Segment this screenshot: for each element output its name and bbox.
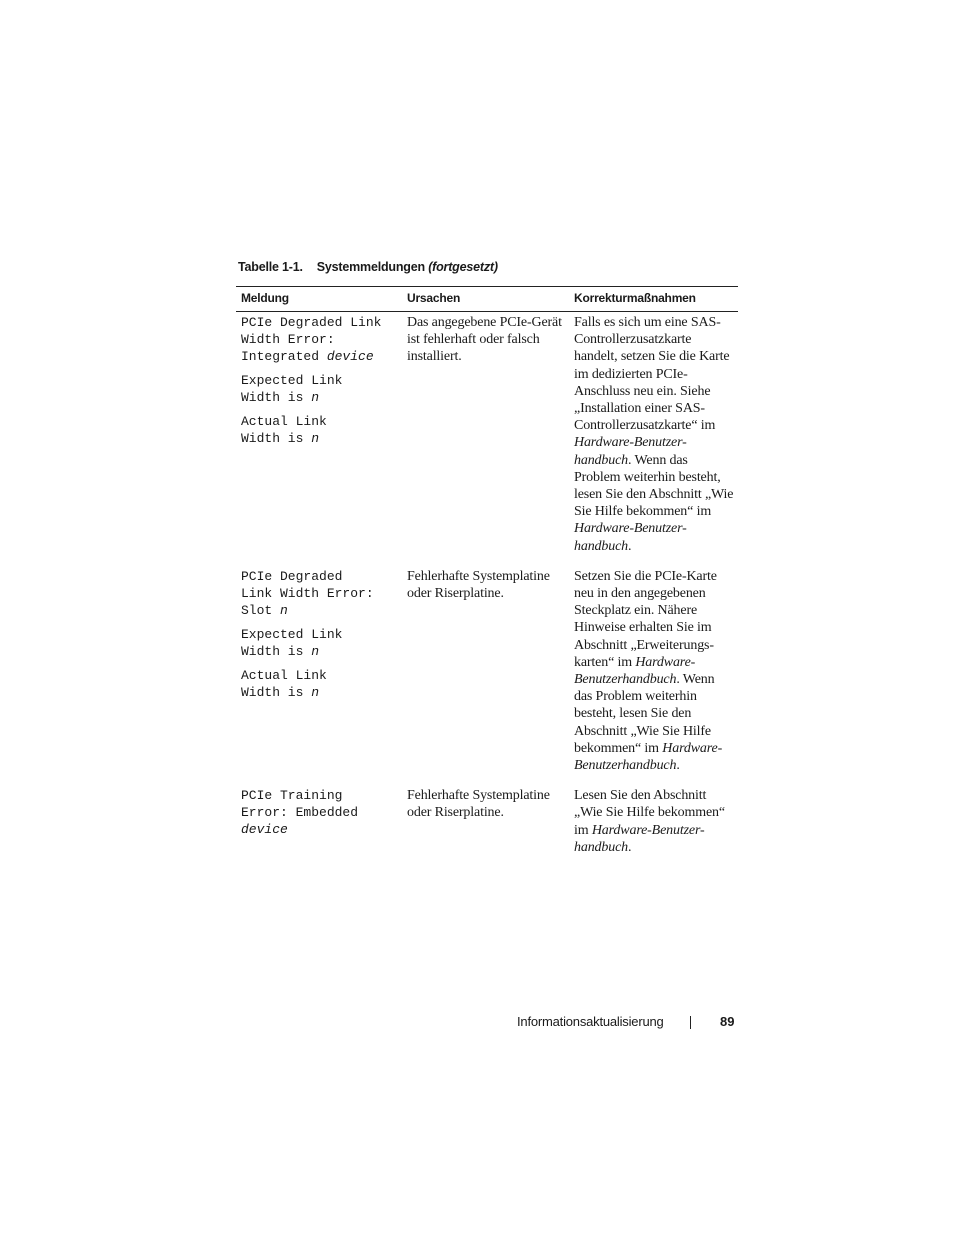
message-variable: n <box>311 431 320 446</box>
action-text: . <box>676 758 680 774</box>
message-text: Actual Link Width is <box>241 414 327 446</box>
cause-cell: Fehlerhafte Systemplatine oder Riserplatine. <box>407 788 550 821</box>
action-text: Falls es sich um eine SAS-Controllerzusatzkarte handelt, setzen Sie die Karte im dedizierten PCIe-Anschluss neu ein. Siehe „Installation einer SAS-Controllerzusatzkarte“ im <box>574 315 730 434</box>
action-text: . Wenn das Problem weiterhin besteht, lesen Sie den Abschnitt „Wie Sie Hilfe bekommen“ im <box>574 672 715 756</box>
message-line <box>241 626 399 660</box>
message-text: PCIe Degraded Link Width Error: Integrated <box>241 315 382 364</box>
message-line <box>241 568 399 619</box>
action-text: Lesen Sie den Abschnitt „Wie Sie Hilfe bekommen“ im <box>574 788 725 838</box>
action-cell <box>569 783 738 865</box>
table-continued-note: (fortgesetzt) <box>428 260 498 274</box>
manual-reference: Hardware-Benutzer-handbuch <box>574 435 687 468</box>
table-caption <box>238 260 498 274</box>
page-number: 89 <box>720 1014 735 1029</box>
header-message: Meldung <box>236 287 402 312</box>
message-line <box>241 413 399 447</box>
message-line <box>241 787 399 838</box>
message-text: Expected Link Width is <box>241 373 343 405</box>
message-line <box>241 372 399 406</box>
system-messages-table <box>236 286 738 865</box>
message-line <box>241 667 399 701</box>
cause-cell: Fehlerhafte Systemplatine oder Riserplatine. <box>407 568 550 602</box>
message-cell <box>236 783 402 865</box>
message-text: Expected Link Width is <box>241 626 343 659</box>
table-row <box>236 783 738 865</box>
header-action: Korrekturmaßnahmen <box>569 287 738 312</box>
action-cell <box>569 564 738 783</box>
action-text: . <box>628 839 632 855</box>
action-text: . Wenn das Problem weiterhin besteht, lesen Sie den Abschnitt „Wie Sie Hilfe bekommen“ im <box>574 452 734 520</box>
message-cell <box>236 564 402 783</box>
message-variable: n <box>311 390 320 405</box>
table-row <box>236 312 738 564</box>
message-text: Actual Link Width is <box>241 667 327 700</box>
table-row <box>236 564 738 783</box>
manual-reference: Hardware-Benutzerhandbuch <box>574 740 723 774</box>
manual-reference: Hardware-Benutzer-handbuch <box>574 822 705 855</box>
header-cause: Ursachen <box>402 287 569 312</box>
message-variable: n <box>311 643 320 659</box>
message-text: PCIe Training Error: Embedded <box>241 788 359 821</box>
action-text: Setzen Sie die PCIe-Karte neu in den angegebenen Steckplatz ein. Nähere Hinweise erhalten Sie im Abschnitt „Erweiterungs-karten“ im <box>574 568 717 670</box>
message-variable: device <box>241 822 288 838</box>
message-line <box>241 314 399 365</box>
table-title: Systemmeldungen <box>316 260 425 274</box>
message-cell <box>236 312 402 564</box>
table-header-row <box>236 287 738 312</box>
table-number: Tabelle 1-1. <box>238 260 303 274</box>
message-variable: n <box>280 602 288 618</box>
action-text: . <box>628 538 632 554</box>
message-variable: device <box>326 349 374 364</box>
manual-reference: Hardware-Benutzer-handbuch <box>574 521 687 554</box>
message-variable: n <box>311 684 320 700</box>
footer-section-title: Informationsaktualisierung <box>517 1014 664 1029</box>
message-text: PCIe Degraded Link Width Error: Slot <box>241 568 374 618</box>
footer-separator <box>690 1016 691 1029</box>
manual-reference: Hardware-Benutzerhandbuch <box>574 654 696 688</box>
action-cell <box>569 312 738 564</box>
cause-cell: Das angegebene PCIe-Gerät ist fehlerhaft oder falsch installiert. <box>407 315 562 365</box>
